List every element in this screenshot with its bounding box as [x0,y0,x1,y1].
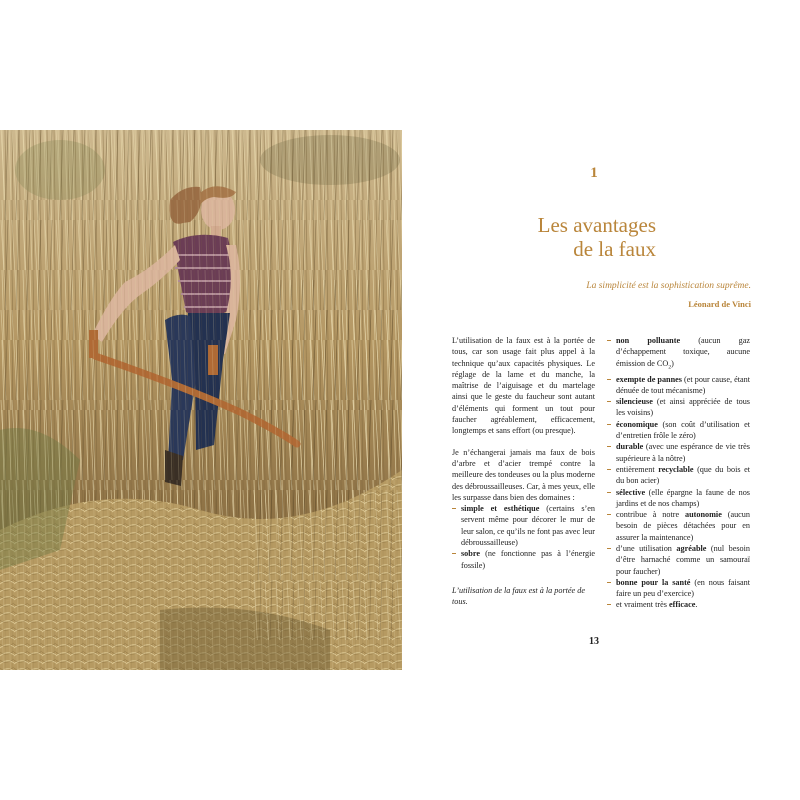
chapter-title-line-2: de la faux [573,237,656,261]
list-item: contribue à notre autonomie (aucun besoin de pièces détachées pour en assurer la maintenance) [607,509,750,543]
paragraph-comparison: Je n’échangerai jamais ma faux de bois d’arbre et d’acier trempé contre la meilleure des tondeuses ou la plus moderne des débroussailleuses. Car, à mes yeux, elle les surpasse dans bien des domaines : [452,447,595,502]
list-item: et vraiment très efficace. [607,599,750,610]
list-item: sélective (elle épargne la faune de nos jardins et de nos champs) [607,487,750,510]
paragraph-intro: L’utilisation de la faux est à la portée de tous, car son usage fait plus appel à la technique qu’aux capacités physiques. Le réglage de la lame et du manche, la maîtrise de l’aiguisage et du martelage ainsi que le geste du faucheur sont autant d’éléments qui forment un tout pour faucher agréablement, efficacement, longtemps et sans effort (ou presque). [452,336,595,436]
list-item: non polluante (aucun gaz d’échappement toxique, aucune émission de $CO_2$) [607,335,750,374]
list-item: exempte de pannes (et pour cause, étant dénuée de tout mécanisme) [607,374,750,397]
chapter-title-line-1: Les avantages [537,213,656,237]
scything-photo [0,130,402,670]
list-item: durable (avec une espérance de vie très supérieure à la nôtre) [607,441,750,464]
advantages-list-left [452,503,595,571]
body-column-left [452,335,595,618]
list-item: simple et esthétique (certains s’en servent même pour décorer le mur de leur salon, ce qu’ils ne font pas avec leur débroussailleuse) [452,503,595,548]
page-number: 13 [589,636,599,647]
body-column-right [607,335,750,611]
list-item: entièrement recyclable (que du bois et du bon acier) [607,464,750,487]
chapter-number: 1 [590,165,598,181]
chapter-title [538,213,656,261]
right-page [402,0,800,800]
list-item: d’une utilisation agréable (nul besoin d’être harnaché comme un samouraï pour faucher) [607,543,750,577]
epigraph-author: Léonard de Vinci [688,299,751,309]
list-item: bonne pour la santé (en nous faisant faire un peu d’exercice) [607,577,750,600]
list-item: silencieuse (et ainsi appréciée de tous les voisins) [607,396,750,419]
advantages-list-right [607,335,750,611]
epigraph-quote: La simplicité est la sophistication suprême. [586,281,751,291]
list-item: sobre (ne fonctionne pas à l’énergie fossile) [452,548,595,571]
photo-caption: L’utilisation de la faux est à la portée de tous. [452,585,585,607]
list-item: économique (son coût d’utilisation et d’entretien frôle le zéro) [607,419,750,442]
